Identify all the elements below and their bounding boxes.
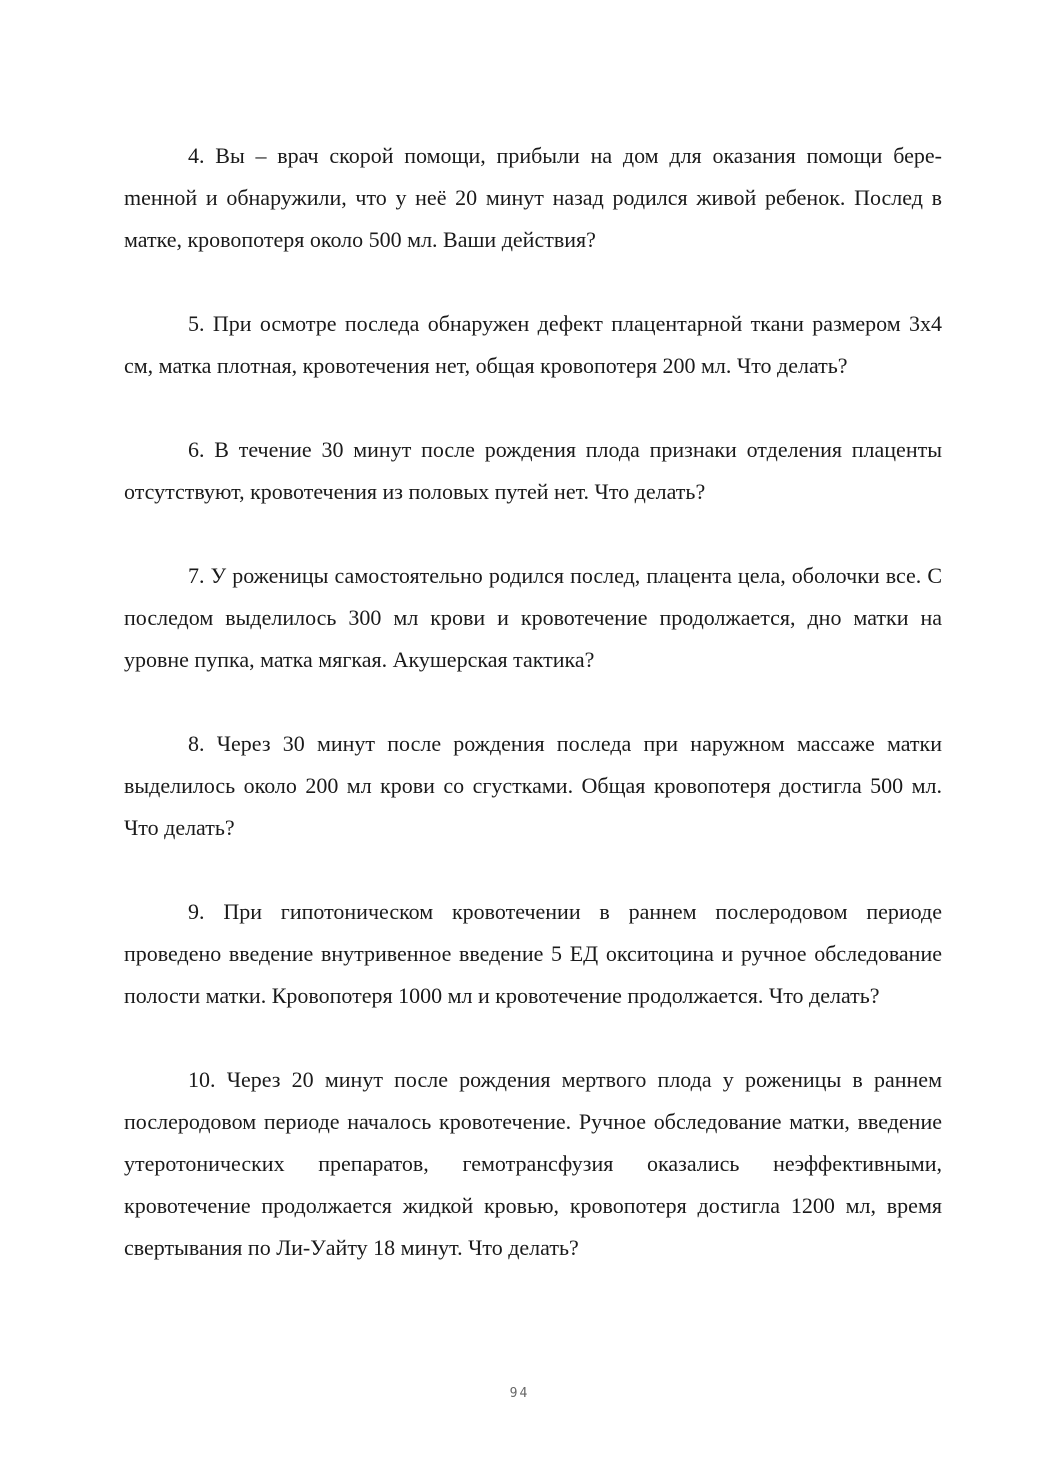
- page-number: 94: [509, 1386, 530, 1401]
- task-paragraph-10: 10. Через 20 минут после рождения мертвого плода у роженицы в раннем послеродовом периоде началось кровотечение. Ручное обследование матки, введение утеротонических препаратов, гемотрансфузия оказались неэффективными, кровотечение продолжается жидкой кровью, кровопотеря достигла 1200 мл, время свертывания по Ли-Уайту 18 минут. Что делать?: [124, 1067, 942, 1260]
- task-paragraph-5: 5. При осмотре последа обнаружен дефект плацентарной ткани размером 3х4 см, матка плотная, кровотечения нет, общая кровопотеря 200 мл. Что делать?: [124, 311, 942, 378]
- task-paragraph-9: 9. При гипотоническом кровотечении в раннем послеродовом периоде проведено введение внутривенное введение 5 ЕД окситоцина и ручное обследование полости матки. Кровопотеря 1000 мл и кровотечение продолжается. Что делать?: [124, 899, 942, 1008]
- task-list: [124, 135, 942, 1269]
- task-paragraph-8: 8. Через 30 минут после рождения последа при наружном массаже матки выделилось около 200 мл крови со сгустками. Общая кровопотеря достигла 500 мл. Что делать?: [124, 731, 942, 840]
- task-paragraph-6: 6. В течение 30 минут после рождения плода признаки отделения плаценты отсутствуют, кровотечения из половых путей нет. Что делать?: [124, 437, 942, 504]
- task-paragraph-4: 4. Вы – врач скорой помощи, прибыли на дом для оказания помощи береmенной и обнаружили, что у неё 20 минут назад родился живой ребенок. Послед в матке, кровопотеря около 500 мл. Ваши действия?: [124, 143, 942, 252]
- task-paragraph-7: 7. У роженицы самостоятельно родился послед, плацента цела, оболочки все. С последом выделилось 300 мл крови и кровотечение продолжается, дно матки на уровне пупка, матка мягкая. Акушерская тактика?: [124, 563, 942, 672]
